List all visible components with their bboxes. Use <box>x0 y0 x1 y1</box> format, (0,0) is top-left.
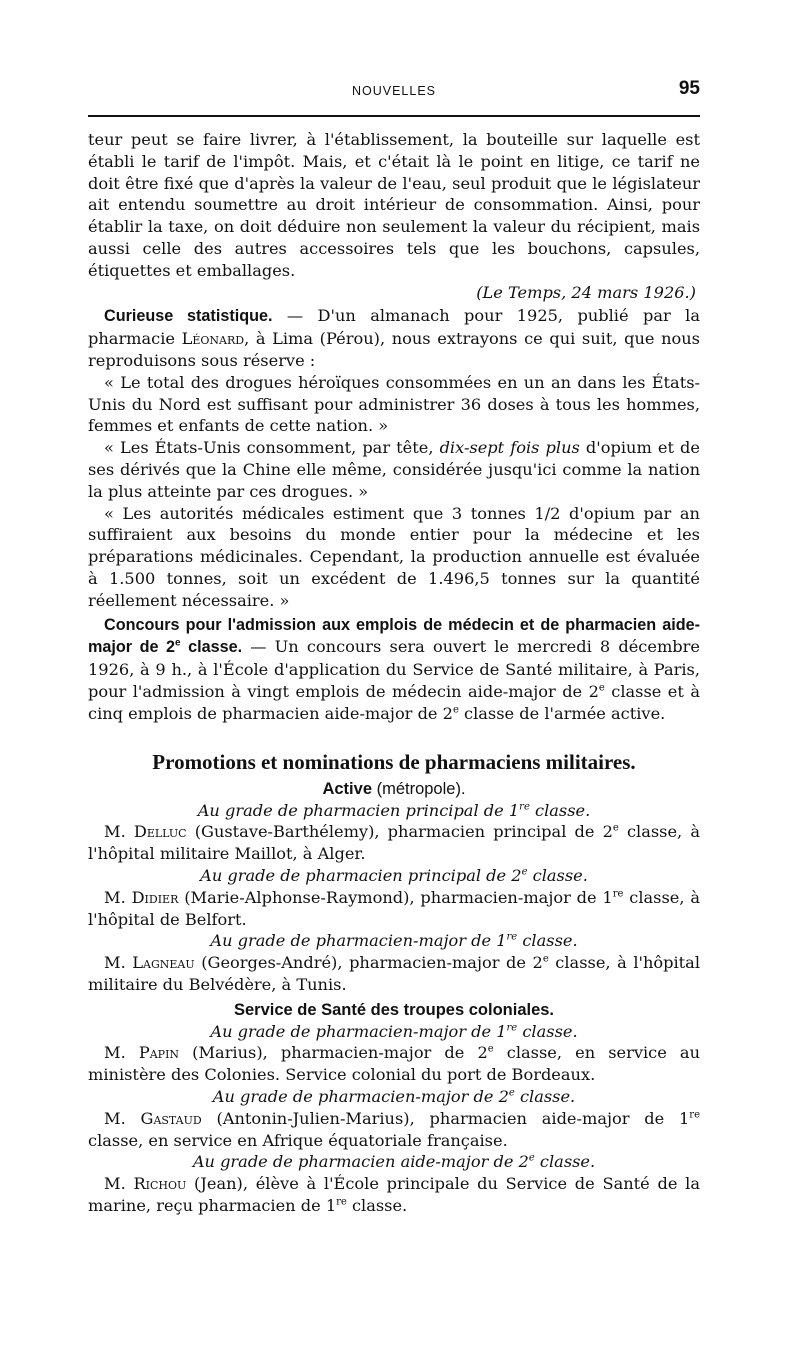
text: Au grade de pharmacien-major de 1 <box>210 931 507 951</box>
superscript: e <box>175 637 181 649</box>
superscript: e <box>542 953 549 965</box>
nomination-entry <box>88 952 700 996</box>
text: M. <box>104 1043 139 1063</box>
nomination-entry <box>88 821 700 865</box>
paragraph-concours <box>88 614 700 725</box>
person-name: Papin <box>138 1043 180 1063</box>
quote-3: « Les autorités médicales estiment que 3 tonnes 1/2 d'opium par an suffiraient aux besoins du monde entier pour la médecine et les préparations médicinales. Cependant, la production annuelle est évaluée à 1.500 tonnes, soit un excédent de 1.496,5 tonnes sur la quantité réellement nécessaire. » <box>88 503 700 610</box>
text: Active <box>322 779 372 798</box>
superscript: re <box>336 1196 347 1208</box>
page-body <box>88 129 700 1217</box>
text: classe, en service en Afrique équatoriale française. <box>88 1130 508 1150</box>
superscript: e <box>452 704 459 716</box>
superscript: e <box>598 682 605 694</box>
superscript: e <box>487 1044 494 1056</box>
source-citation: (Le Temps, 24 mars 1926.) <box>476 282 696 302</box>
quote-2 <box>88 437 700 502</box>
paragraph-continuation: teur peut se faire livrer, à l'établissement, la bouteille sur laquelle est établi le tarif de l'impôt. Mais, et c'était là le point en litige, ce tarif ne doit être fixé que d'après la valeur de l'eau, seul produit que le législateur ait entendu soumettre au droit intérieur de consommation. Ainsi, pour établir la taxe, on doit déduire non seulement la valeur du récipient, mais aussi celle des autres accessoires tels que les bouchons, capsules, étiquettes et emballages. <box>88 130 700 280</box>
name-leonard: Léonard <box>181 329 245 349</box>
text: « Les États-Unis consomment, par tête, <box>104 438 440 458</box>
heading-curieuse-statistique: Curieuse statistique. <box>104 307 273 326</box>
grade-heading <box>88 930 700 952</box>
text: (métropole). <box>372 779 466 798</box>
person-name: Delluc <box>133 822 187 842</box>
text: Au grade de pharmacien aide-major de 2 <box>192 1152 529 1172</box>
page-number: 95 <box>678 78 700 99</box>
person-name: Gastaud <box>140 1108 202 1128</box>
nomination-entry <box>88 887 700 931</box>
text: (Marie-Alphonse-Raymond), pharmacien-major de 1 <box>178 887 613 907</box>
text: M. <box>104 1174 134 1194</box>
text: M. <box>104 953 133 973</box>
superscript: e <box>612 822 619 834</box>
nomination-entry <box>88 1108 700 1152</box>
text: Au grade de pharmacien-major de 2 <box>212 1087 509 1107</box>
text: M. <box>104 887 132 907</box>
text: classe de l'armée active. <box>458 703 666 723</box>
person-name: Richou <box>133 1174 187 1194</box>
section-title-promotions: Promotions et nominations de pharmaciens militaires. <box>152 749 636 774</box>
running-title: NOUVELLES <box>351 84 437 98</box>
text: classe et à cinq emplois de pharmacien aide-major de 2 <box>88 681 700 723</box>
text: classe. <box>529 800 591 820</box>
text: classe. <box>527 865 588 885</box>
page-header <box>88 78 700 108</box>
person-name: Lagneau <box>132 953 195 973</box>
text: Concours pour l'admission aux emplois de médecin et de pharmacien aide-major de 2 <box>88 615 700 657</box>
grade-heading <box>88 800 700 822</box>
subsection-colonial: Service de Santé des troupes coloniales. <box>233 1000 555 1019</box>
text: classe. <box>514 1087 576 1107</box>
superscript: re <box>506 1022 518 1034</box>
text: (Gustave-Barthélemy), pharmacien principal de 2 <box>186 822 613 842</box>
grade-heading <box>88 1086 700 1108</box>
superscript: re <box>519 801 530 813</box>
text: classe, à l'hôpital militaire Maillot, à Alger. <box>88 822 700 864</box>
text: Au grade de pharmacien-major de 1 <box>210 1021 507 1041</box>
text: classe, à l'hôpital de Belfort. <box>88 887 700 929</box>
emphasis: dix-sept fois plus <box>439 438 580 458</box>
quote-1: « Le total des drogues héroïques consommées en un an dans les États-Unis du Nord est suffisant pour administrer 36 doses à tous les hommes, femmes et enfants de cette nation. » <box>88 372 700 436</box>
grade-heading <box>88 1151 700 1173</box>
text: (Antonin-Julien-Marius), pharmacien aide-major de 1 <box>201 1108 690 1128</box>
text: classe. <box>534 1152 596 1172</box>
text: classe, à l'hôpital militaire du Belvédère, à Tunis. <box>88 953 700 994</box>
text: M. <box>104 1108 141 1128</box>
text: (Jean), élève à l'École principale du Service de Santé de la marine, reçu pharmacien de 1 <box>88 1174 700 1216</box>
subsection-active <box>88 778 700 800</box>
text: d'opium et de ses dérivés que la Chine elle même, considérée jusqu'ici comme la nation la plus atteinte par ces drogues. » <box>88 438 700 501</box>
nomination-entry <box>88 1042 700 1086</box>
text: Au grade de pharmacien principal de 2 <box>200 865 522 885</box>
text: classe. <box>517 1021 578 1041</box>
superscript: e <box>528 1153 535 1165</box>
grade-heading <box>88 865 700 887</box>
superscript: re <box>506 931 518 943</box>
text: classe. <box>180 638 243 657</box>
superscript: e <box>521 866 528 878</box>
paragraph-curieuse-statistique <box>88 305 700 371</box>
text: M. <box>104 822 134 842</box>
text: , à Lima (Pérou), nous extrayons ce qui suit, que nous reproduisons sous réserve : <box>88 329 700 370</box>
text: (Georges-André), pharmacien-major de 2 <box>194 953 543 973</box>
text: classe. <box>517 931 578 951</box>
text: classe. <box>346 1196 408 1216</box>
superscript: re <box>689 1109 700 1121</box>
grade-heading <box>88 1021 700 1043</box>
text: — D'un almanach pour 1925, publié par la pharmacie <box>88 306 700 349</box>
text: (Marius), pharmacien-major de 2 <box>179 1043 488 1063</box>
superscript: e <box>508 1087 515 1099</box>
text: — Un concours sera ouvert le mercredi 8 décembre 1926, à 9 h., à l'École d'application du Service de Santé militaire, à Paris, pour l'admission à vingt emplois de médecin aide-major de 2 <box>88 637 700 701</box>
nomination-entry <box>88 1173 700 1217</box>
header-rule <box>88 115 700 117</box>
person-name: Didier <box>131 887 179 907</box>
text: Au grade de pharmacien principal de 1 <box>197 800 520 820</box>
text: classe, en service au ministère des Colonies. Service colonial du port de Bordeaux. <box>88 1043 700 1085</box>
superscript: re <box>612 888 624 900</box>
